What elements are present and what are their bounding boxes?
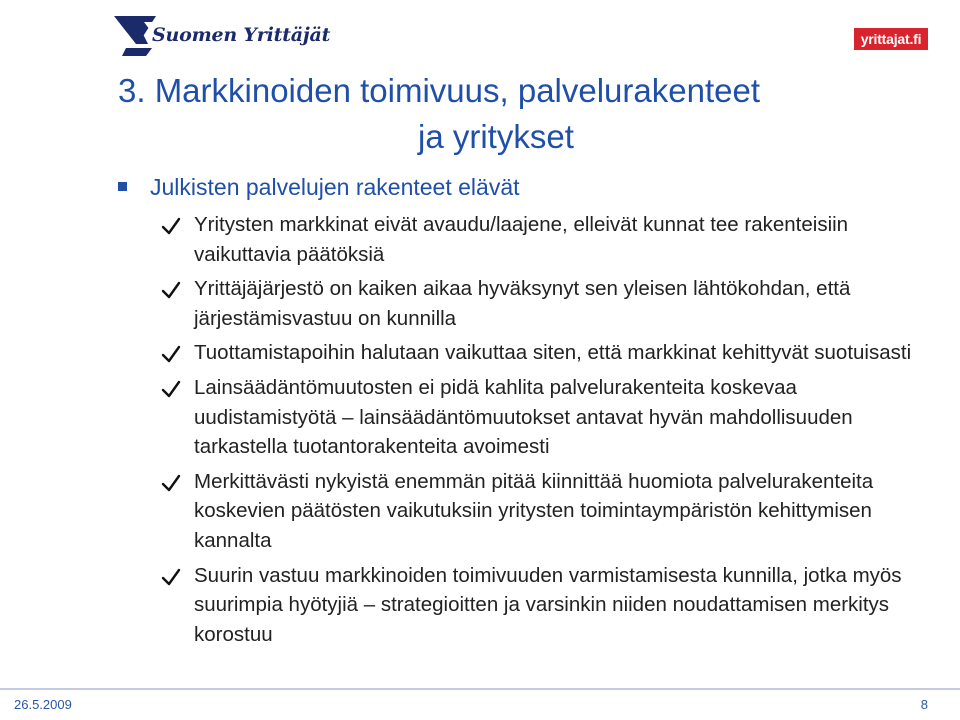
list-item-text: Lainsäädäntömuutosten ei pidä kahlita palvelurakenteita koskevaa uudistamistyötä – lainsäädäntömuutokset antavat hyvän mahdollisuuden tarkastella tuotantorakenteita avoimesti (194, 375, 853, 459)
title-line-2: ja yritykset (418, 118, 574, 155)
list-item-text: Suurin vastuu markkinoiden toimivuuden varmistamisesta kunnilla, jotka myös suurimpia hyötyjiä – strategioitten ja varsinkin niiden noudattamisen merkitys korostuu (194, 563, 902, 646)
checkmark-icon (160, 566, 182, 588)
checkmark-icon (160, 343, 182, 365)
list-item (158, 274, 938, 333)
checkmark-icon (160, 378, 182, 400)
footer-divider (0, 688, 960, 690)
list-item (158, 338, 938, 368)
list-item (158, 467, 938, 556)
logo-text: Suomen Yrittäjät (152, 24, 331, 46)
list-item (158, 373, 938, 462)
square-bullet-icon (118, 182, 127, 191)
list-item-text: Merkittävästi nykyistä enemmän pitää kiinnittää huomiota palvelurakenteita koskevien päätösten vaikutuksiin yritysten toimintaympäristön kehittymisen kannalta (194, 469, 874, 552)
brand-badge: yrittajat.fi (854, 28, 928, 50)
list-item (158, 210, 938, 269)
slide-title (80, 68, 960, 160)
title-line-1: 3. Markkinoiden toimivuus, palvelurakenteet (118, 72, 761, 109)
checkmark-icon (160, 279, 182, 301)
list-item-text: Yritysten markkinat eivät avaudu/laajene, elleivät kunnat tee rakenteisiin vaikuttavia päätöksiä (194, 213, 849, 266)
footer-date: 26.5.2009 (14, 697, 72, 712)
list-item-text: Yrittäjäjärjestö on kaiken aikaa hyväksynyt sen yleisen lähtökohdan, että järjestämisvastuu on kunnilla (194, 277, 851, 330)
main-bullet-text: Julkisten palvelujen rakenteet elävät (150, 174, 520, 200)
checklist (158, 210, 938, 654)
page-number: 8 (920, 697, 928, 712)
checkmark-icon (160, 215, 182, 237)
list-item (158, 561, 938, 650)
list-item-text: Tuottamistapoihin halutaan vaikuttaa siten, että markkinat kehittyvät suotuisasti (194, 341, 912, 365)
checkmark-icon (160, 472, 182, 494)
